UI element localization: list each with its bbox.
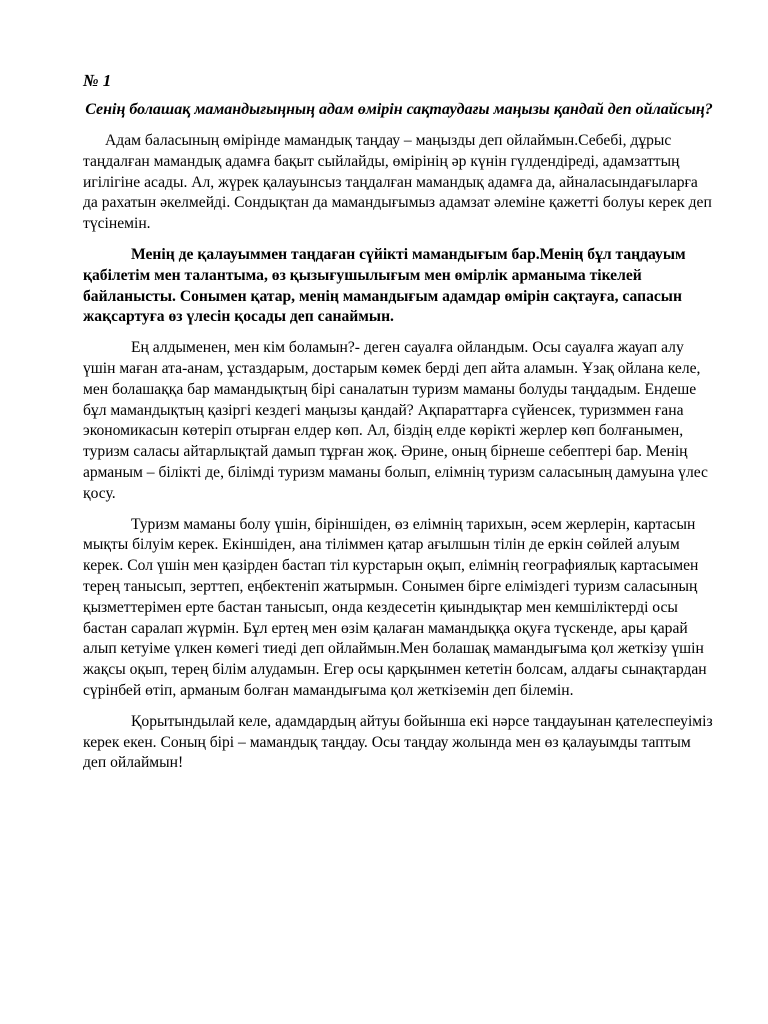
paragraph-4: Туризм маманы болу үшін, біріншіден, өз елімнің тарихын, әсем жерлерін, картасын мықты білуім керек. Екіншіден, ана тіліммен қатар ағылшын тілін де еркін сөйлей алуым керек. Сол үшін мен қазірден бастап тіл курстарын оқып, елімнің географиялық картасымен терең танысып, зерттеп, еңбектеніп жатырмын. Сонымен бірге еліміздегі туризм саласының қызметтерімен ерте бастан танысып, онда кездесетін қиындықтар мен кемшіліктерді осы бастан саралап жүрмін. Бұл ертең мен өзім қалаған мамандыққа оқуға түскенде, ары қарай алып кетуіме үлкен көмегі тиеді деп ойлаймын.Мен болашақ мамандығыма қол жеткізу үшін жақсы оқып, терең білім алудамын. Егер осы қарқынмен кететін болсам, алдағы сынақтардан сүрінбей өтіп, арманым болған мамандығыма қол жеткіземін деп білемін.: [83, 515, 707, 699]
paragraph-3: Ең алдыменен, мен кім боламын?- деген сауалға ойландым. Осы сауалға жауап алу үшін маған ата-анам, ұстаздарым, достарым көмек берді деп айта аламын. Ұзақ ойлана келе, мен болашаққа бар мамандықтың бірі саналатын туризм маманы болуды таңдадым. Ендеше бұл мамандықтың қазіргі кездегі маңызы қандай? Ақпараттарға сүйенсек, туризммен ғана экономикасын көтеріп отырған елдер көп. Ал, біздің елде көрікті жерлер көп болғанымен, туризм саласы айтарлықтай дамып тұрған жоқ. Әрине, оның бірнеше себептері бар. Менің арманым – білікті де, білімді туризм маманы болып, елімнің туризм саласының дамуына үлес қосу.: [83, 339, 708, 502]
document-question-heading: Сенің болашақ мамандығыңның адам өмірін сақтаудағы маңызы қандай деп ойлайсың?: [85, 101, 713, 118]
paragraph-2-bold: Менің де қалауыммен таңдаған сүйікті мамандығым бар.Менің бұл таңдауым қабілетім мен талантыма, өз қызығушылығым мен өмірлік арманыма тікелей байланысты. Сонымен қатар, менің мамандығым адамдар өмірін сақтауға, сапасын жақсартуға өз үлесін қосады деп санаймын.: [83, 245, 686, 326]
paragraph-5: Қорытындылай келе, адамдардың айтуы бойынша екі нәрсе таңдауынан қателеспеуіміз керек екен. Соның бірі – мамандық таңдау. Осы таңдау жолында мен өз қалауымды таптым деп ойлаймын!: [83, 712, 713, 772]
document-number: № 1: [83, 71, 112, 90]
document-page: [83, 70, 715, 784]
paragraph-1: Адам баласының өмірінде мамандық таңдау – маңызды деп ойлаймын.Себебі, дұрыс таңдалған мамандық адамға бақыт сыйлайды, өмірінің әр күнін гүлдендіреді, адамзаттың игілігіне асады. Ал, жүрек қалауынсыз таңдалған мамандық адамға да, айналасындағыларға да рахатын әкелмейді. Сондықтан да мамандығымыз адамзат әлеміне қажетті болуы керек деп түсінемін.: [83, 132, 712, 233]
